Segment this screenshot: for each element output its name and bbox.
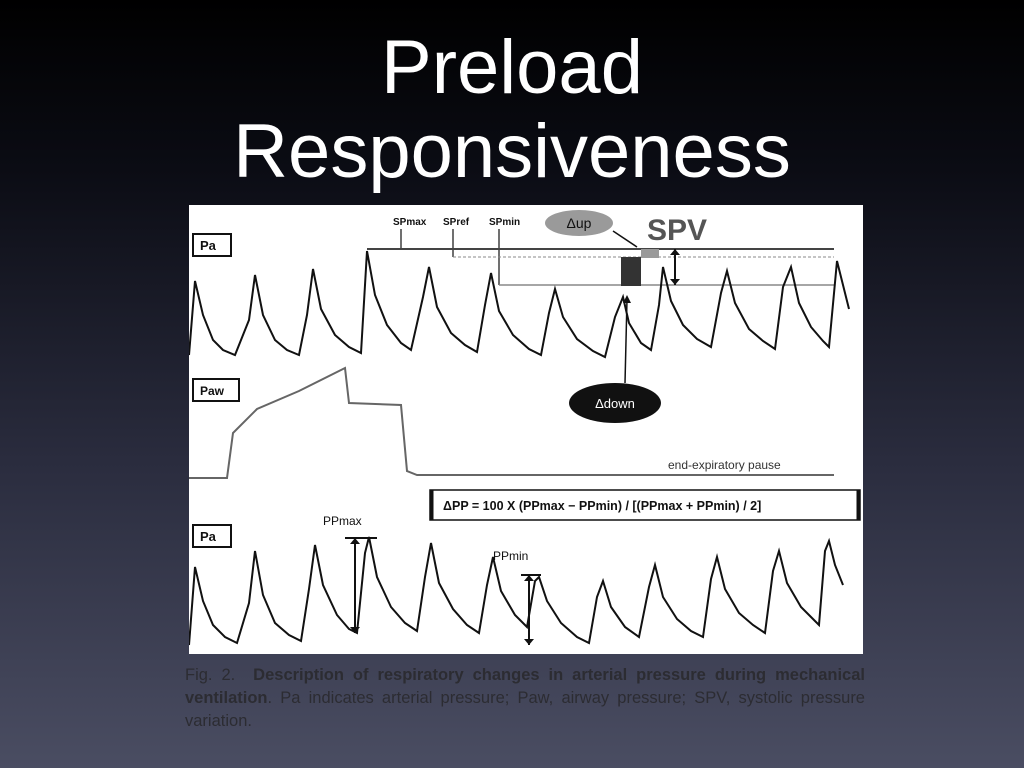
sp-min-label: SPmin	[489, 217, 521, 228]
caption-bold-text: Description of respiratory changes in arterial pressure during mechanical ventilation	[185, 666, 865, 707]
delta-up-arrow	[613, 231, 637, 247]
delta-up-bar	[641, 249, 659, 258]
expiratory-pause-label: end-expiratory pause	[668, 458, 781, 472]
spv-label: SPV	[647, 214, 708, 247]
delta-up-label: Δup	[566, 215, 592, 231]
pa-top-label: Pa	[200, 238, 216, 253]
pp-max-label: PPmax	[323, 514, 362, 528]
paw-label: Paw	[200, 384, 225, 398]
delta-down-bar	[621, 257, 641, 286]
slide-title	[0, 26, 1024, 194]
pp-min-label: PPmin	[493, 549, 529, 563]
delta-pp-formula: ΔPP = 100 X (PPmax − PPmin) / [(PPmax + PPmin) / 2]	[443, 499, 762, 513]
pa-bottom-label: Pa	[200, 529, 216, 544]
sp-max-label: SPmax	[393, 217, 427, 228]
delta-down-label: Δdown	[595, 396, 635, 411]
slide-title-line-1: Preload	[381, 25, 643, 110]
pa-top-waveform	[189, 251, 849, 357]
spv-arrow-head-bottom	[670, 279, 680, 285]
sp-ref-label: SPref	[443, 217, 470, 228]
waveform-diagram	[189, 205, 863, 654]
figure-diagram	[189, 205, 863, 654]
caption-rest-text: . Pa indicates arterial pressure; Paw, airway pressure; SPV, systolic pressure variation.	[185, 689, 865, 730]
slide-title-line-2: Responsiveness	[233, 109, 791, 194]
caption-prefix: Fig. 2.	[185, 666, 236, 684]
figure-caption	[185, 664, 865, 733]
pp-min-arrow-head-bottom	[524, 639, 534, 645]
delta-down-arrow	[625, 299, 627, 383]
